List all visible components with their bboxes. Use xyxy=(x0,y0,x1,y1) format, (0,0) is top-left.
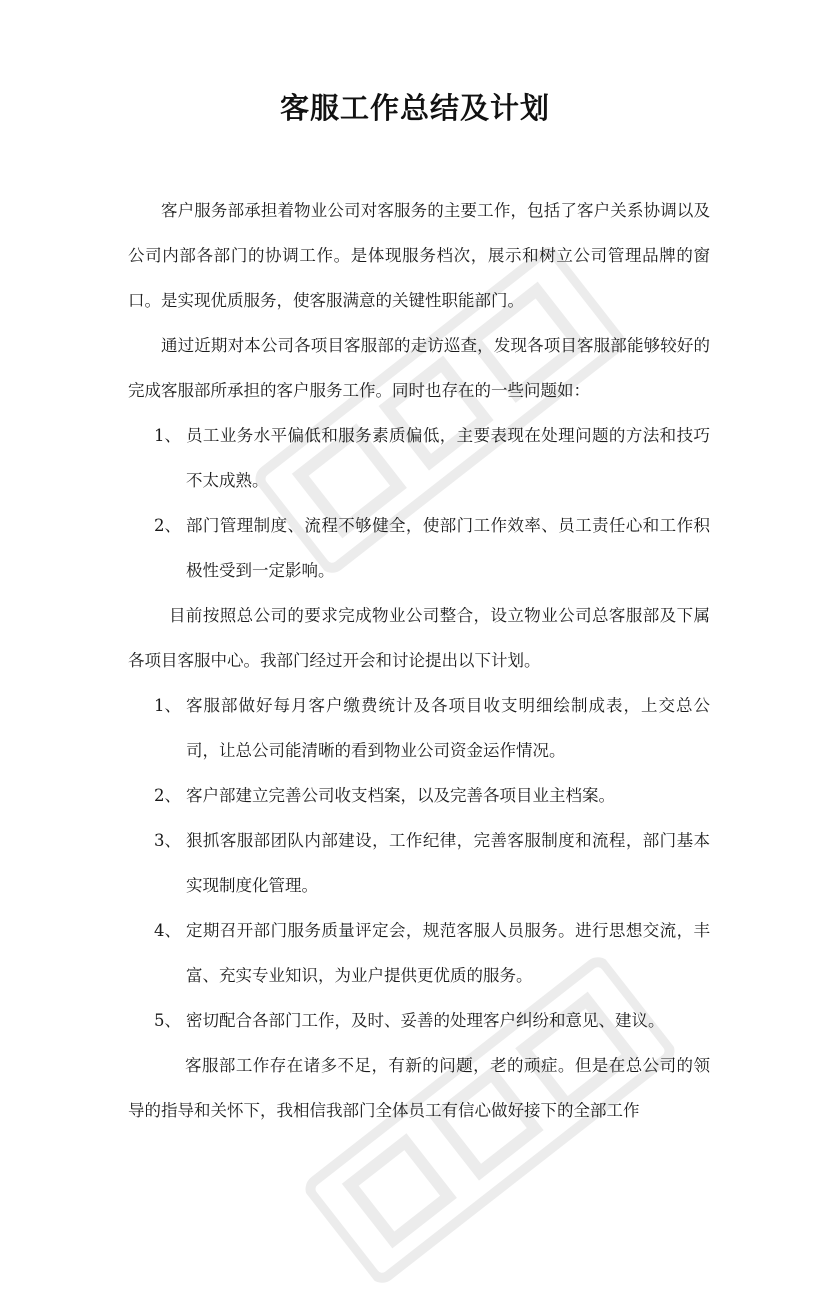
problem-item-number: 2、 xyxy=(154,516,181,535)
plan-intro-paragraph: 目前按照总公司的要求完成物业公司整合，设立物业公司总客服部及下属各项目客服中心。我部门经过开会和讨论提出以下计划。 xyxy=(128,606,710,670)
problem-item-text: 员工业务水平偏低和服务素质偏低，主要表现在处理问题的方法和技巧不太成熟。 xyxy=(186,426,710,490)
plan-item xyxy=(128,998,710,1043)
intro-paragraph: 客户服务部承担着物业公司对客服务的主要工作，包括了客户关系协调以及公司内部各部门的协调工作。是体现服务档次，展示和树立公司管理品牌的窗口。是实现优质服务，使客服满意的关键性职能部门。 xyxy=(128,201,710,310)
plan-item-text: 定期召开部门服务质量评定会，规范客服人员服务。进行思想交流，丰富、充实专业知识，为业户提供更优质的服务。 xyxy=(186,921,710,985)
plan-item-number: 5、 xyxy=(154,1011,181,1030)
problem-item xyxy=(128,503,710,593)
document-title: 客服工作总结及计划 xyxy=(279,91,550,125)
problem-item xyxy=(128,413,710,503)
plan-item-number: 4、 xyxy=(154,921,181,940)
plan-item-text: 狠抓客服部团队内部建设，工作纪律，完善客服制度和流程，部门基本实现制度化管理。 xyxy=(186,831,710,895)
conclusion-paragraph: 客服部工作存在诸多不足，有新的问题，老的顽症。但是在总公司的领导的指导和关怀下，我相信我部门全体员工有信心做好接下的全部工作 xyxy=(128,1056,710,1120)
problem-item-text: 部门管理制度、流程不够健全，使部门工作效率、员工责任心和工作积极性受到一定影响。 xyxy=(186,516,710,580)
plan-item-number: 3、 xyxy=(154,831,181,850)
plan-item xyxy=(128,908,710,998)
plan-item xyxy=(128,773,710,818)
problem-item-number: 1、 xyxy=(154,426,181,445)
document-body xyxy=(128,188,710,1133)
plan-item-text: 客服部做好每月客户缴费统计及各项目收支明细绘制成表，上交总公司，让总公司能清晰的看到物业公司资金运作情况。 xyxy=(186,696,710,760)
plan-item-number: 1、 xyxy=(154,696,181,715)
plan-item-text: 密切配合各部门工作，及时、妥善的处理客户纠纷和意见、建议。 xyxy=(186,1011,665,1030)
plan-item xyxy=(128,818,710,908)
plan-item-number: 2、 xyxy=(154,786,181,805)
intro-paragraph: 通过近期对本公司各项目客服部的走访巡查，发现各项目客服部能够较好的完成客服部所承担的客户服务工作。同时也存在的一些问题如： xyxy=(128,336,710,400)
plan-item-text: 客户部建立完善公司收支档案，以及完善各项目业主档案。 xyxy=(186,786,615,805)
plan-item xyxy=(128,683,710,773)
